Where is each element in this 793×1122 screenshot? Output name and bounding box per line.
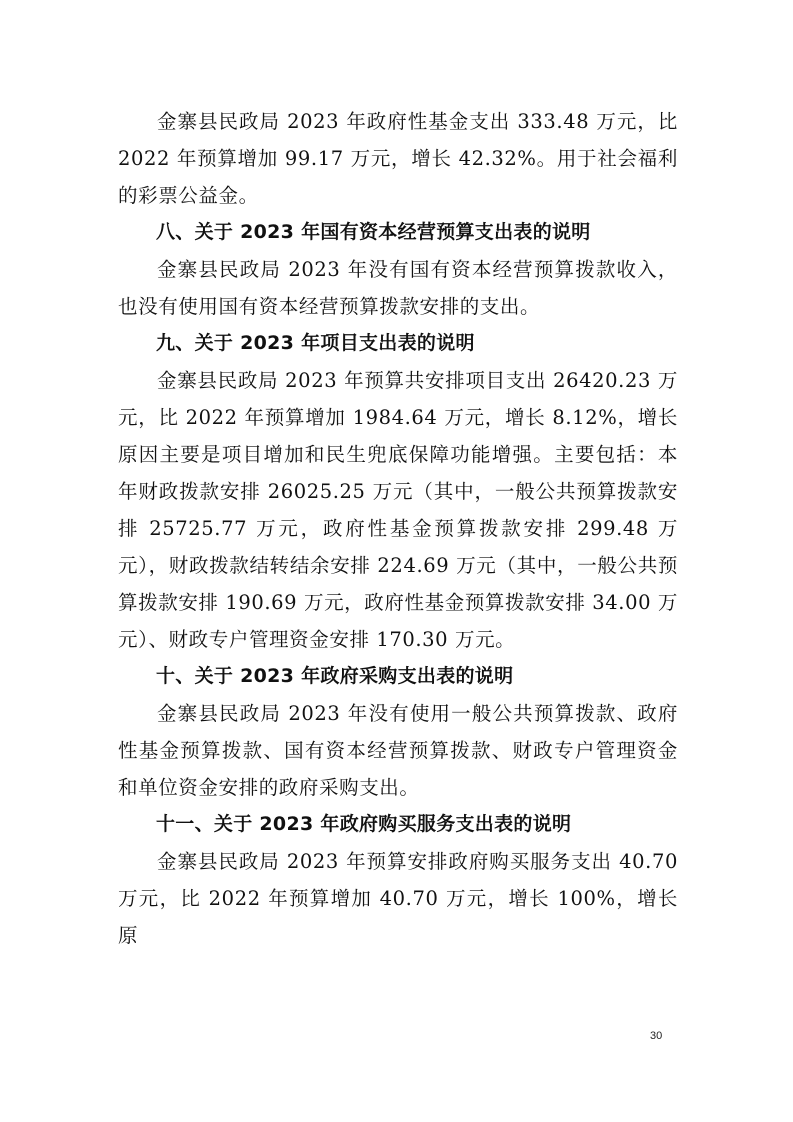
paragraph-fund-expenditure: 金寨县民政局 2023 年政府性基金支出 333.48 万元，比 2022 年预算增加 99.17 万元，增长 42.32%。用于社会福利的彩票公益金。: [118, 110, 678, 207]
paragraph-state-capital-budget: 金寨县民政局 2023 年没有国有资本经营预算拨款收入，也没有使用国有资本经营预算拨款安排的支出。: [118, 258, 678, 318]
heading-government-procurement: 十、关于 2023 年政府采购支出表的说明: [156, 665, 514, 687]
heading-state-capital-budget: 八、关于 2023 年国有资本经营预算支出表的说明: [156, 221, 591, 243]
paragraph-government-purchase-services: 金寨县民政局 2023 年预算安排政府购买服务支出 40.70 万元，比 2022 年预算增加 40.70 万元，增长 100%，增长原: [118, 850, 678, 947]
page-number: 30: [650, 1030, 663, 1042]
heading-project-expenditure: 九、关于 2023 年项目支出表的说明: [156, 332, 475, 354]
paragraph-government-procurement: 金寨县民政局 2023 年没有使用一般公共预算拨款、政府性基金预算拨款、国有资本经营预算拨款、财政专户管理资金和单位资金安排的政府采购支出。: [118, 702, 678, 799]
document-body: [118, 103, 678, 954]
heading-government-purchase-services: 十一、关于 2023 年政府购买服务支出表的说明: [156, 813, 572, 835]
paragraph-project-expenditure: 金寨县民政局 2023 年预算共安排项目支出 26420.23 万元，比 2022 年预算增加 1984.64 万元，增长 8.12%，增长原因主要是项目增加和民生兜底保障功能增强。主要包括：本年财政拨款安排 26025.25 万元（其中，一般公共预算拨款安排 25725.77 万元，政府性基金预算拨款安排 299.48 万元），财政拨款结转结余安排 224.69 万元（其中，一般公共预算拨款安排 190.69 万元，政府性基金预算拨款安排 34.00 万元）、财政专户管理资金安排 170.30 万元。: [118, 369, 678, 651]
